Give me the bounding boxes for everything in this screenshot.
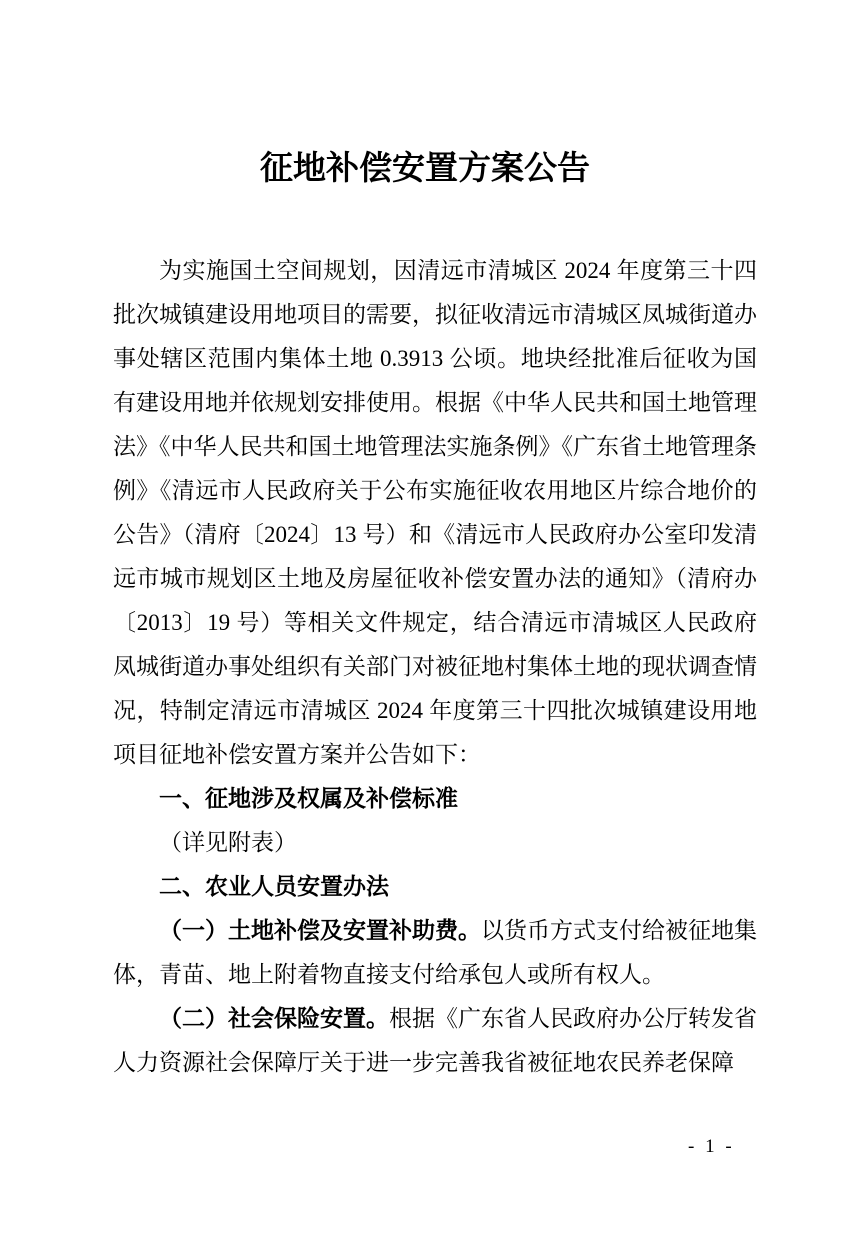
item-2-lead: （二）社会保险安置。 <box>159 1006 389 1032</box>
section-heading-1: 一、征地涉及权属及补偿标准 <box>159 786 458 812</box>
item-2-text: 根据《广东省人民政府办公厅转发省人力资源社会保障厅关于进一步完善我省被征地农民养老保障 <box>113 1006 757 1075</box>
paragraph-intro: 为实施国土空间规划，因清远市清城区 2024 年度第三十四批次城镇建设用地项目的需要，拟征收清远市清城区凤城街道办事处辖区范围内集体土地 0.3913 公顷。地块经批准后征收为国有建设用地并依规划安排使用。根据《中华人民共和国土地管理法》《中华人民共和国土地管理法实施条例》《广东省土地管理条例》《清远市人民政府关于公布实施征收农用地区片综合地价的公告》（清府〔2024〕13 号）和《清远市人民政府办公室印发清远市城市规划区土地及房屋征收补偿安置办法的通知》（清府办〔2013〕19 号）等相关文件规定，结合清远市清城区人民政府凤城街道办事处组织有关部门对被征地村集体土地的现状调查情况，特制定清远市清城区 2024 年度第三十四批次城镇建设用地项目征地补偿安置方案并公告如下： <box>113 258 757 767</box>
note-see-attachment: （详见附表） <box>159 830 297 855</box>
document-title: 征地补偿安置方案公告 <box>260 151 590 187</box>
item-1-text: 以货币方式支付给被征地集体，青苗、地上附着物直接支付给承包人或所有权人。 <box>113 918 757 987</box>
page-number: - 1 - <box>688 1136 735 1157</box>
section-heading-2: 二、农业人员安置办法 <box>159 874 389 900</box>
paragraph-item-1 <box>113 909 757 997</box>
document-body <box>113 249 757 1085</box>
paragraph-item-2 <box>113 997 757 1085</box>
item-1-lead: （一）土地补偿及安置补助费。 <box>159 918 481 944</box>
